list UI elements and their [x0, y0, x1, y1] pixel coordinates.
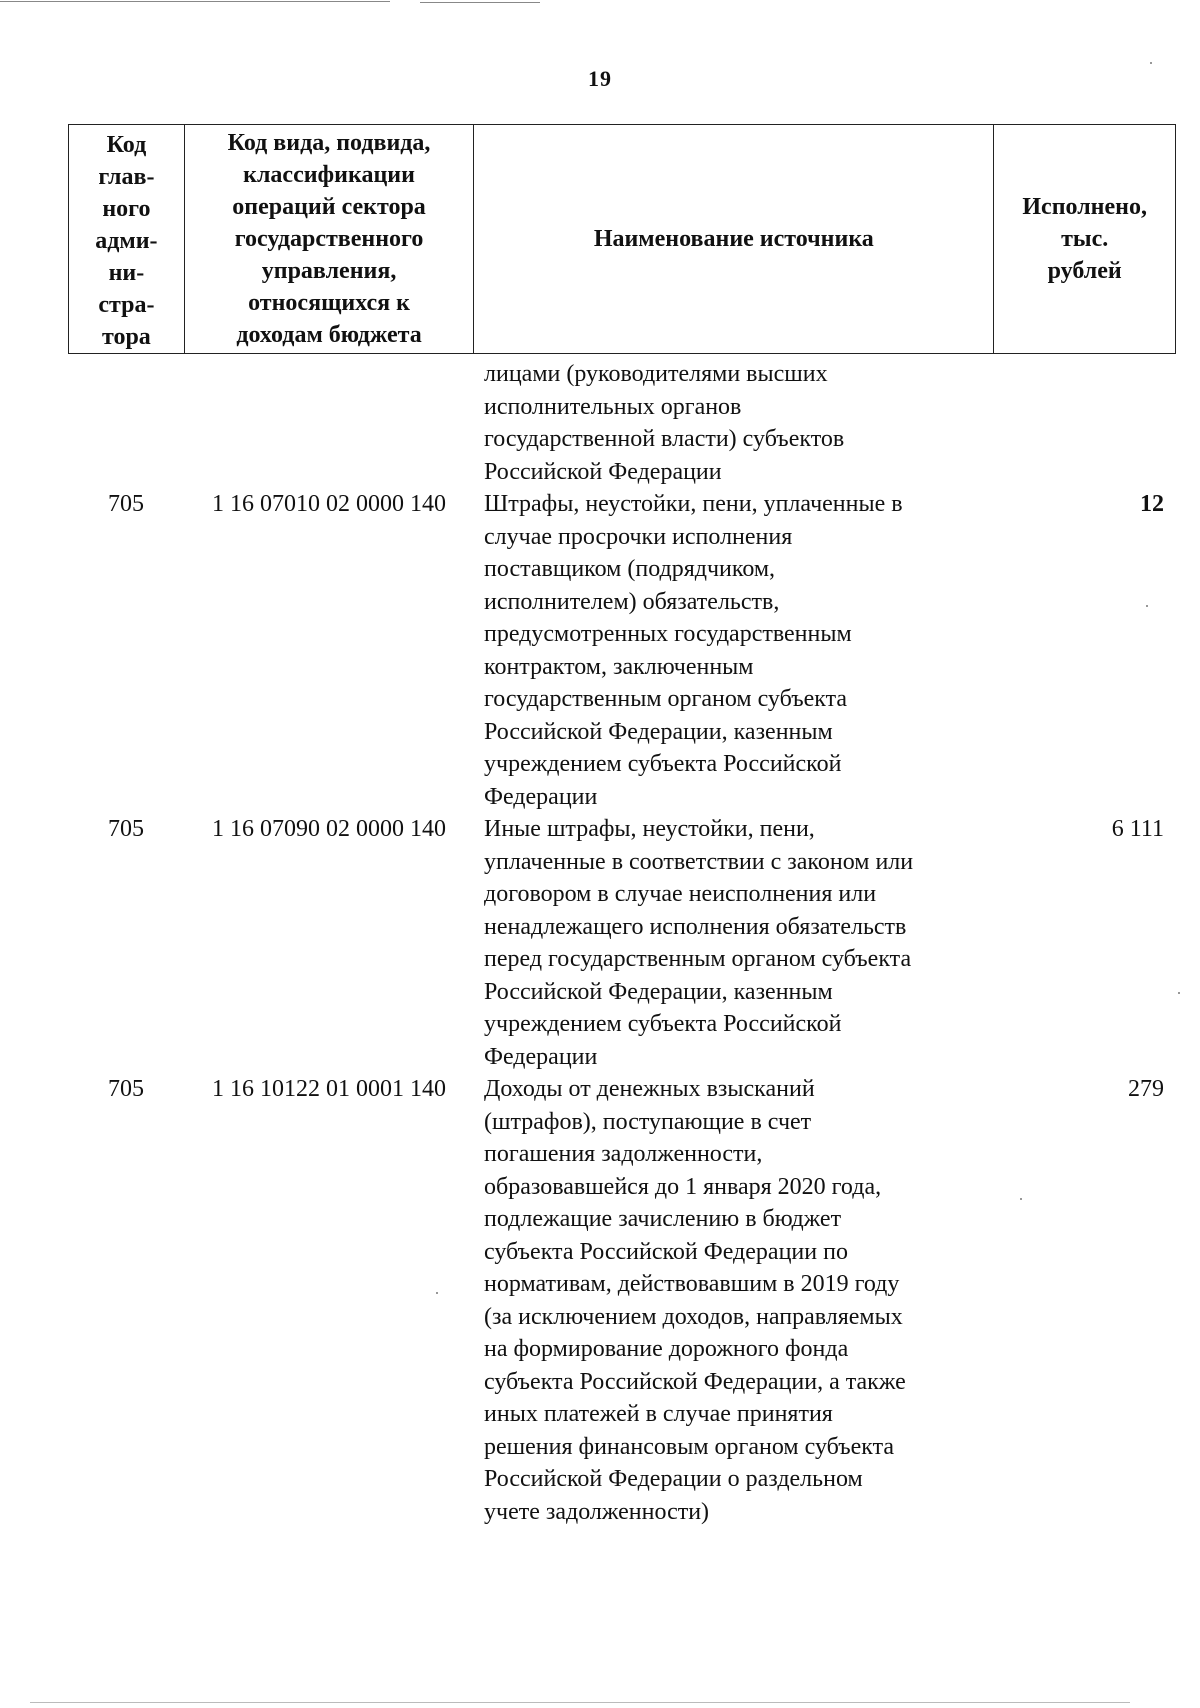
table-body	[68, 358, 1176, 1528]
header-source-name: Наименование источника	[474, 125, 994, 353]
table-header	[68, 124, 1176, 354]
scan-speck	[1150, 62, 1152, 64]
cell-source-name: Штрафы, неустойки, пени, уплаченные в случае просрочки исполнения поставщиком (подрядчиком, исполнителем) обязательств, предусмотренных государственным контрактом, заключенным государственным органом субъекта Российской Федерации, казенным учреждением субъекта Российской Федерации	[484, 491, 903, 810]
cell-source-name: Доходы от денежных взысканий (штрафов), поступающие в счет погашения задолженности, образовавшейся до 1 января 2020 года, подлежащие зачислению в бюджет субъекта Российской Федерации по нормативам, действовавшим в 2019 году (за исключением доходов, направляемых на формирование дорожного фонда субъекта Российской Федерации, а также иных платежей в случае принятия решения финансовым органом субъекта Российской Федерации о раздельном учете задолженности)	[484, 1076, 906, 1525]
cell-executed	[995, 358, 1176, 488]
table-row	[68, 358, 1176, 488]
cell-admin-code: 705	[108, 491, 144, 517]
scan-artifact-top-2	[420, 2, 540, 3]
cell-executed: 12	[1140, 491, 1164, 517]
header-executed: Исполнено, тыс. рублей	[1022, 194, 1147, 284]
cell-executed: 6 111	[1111, 816, 1164, 842]
cell-source-name: лицами (руководителями высших исполнительных органов государственной власти) субъектов Российской Федерации	[484, 361, 845, 485]
table-row	[68, 1073, 1176, 1528]
table-row	[68, 813, 1176, 1073]
cell-admin-code: 705	[108, 816, 144, 842]
cell-type-code: 1 16 10122 01 0001 140	[212, 1076, 446, 1102]
header-admin-code: Код глав- ного адми- ни- стра- тора	[69, 125, 185, 353]
cell-admin-code: 705	[108, 1076, 144, 1102]
cell-admin-code	[68, 358, 184, 488]
cell-type-code: 1 16 07010 02 0000 140	[212, 491, 446, 517]
page-number: 19	[588, 66, 612, 91]
cell-source-name: Иные штрафы, неустойки, пени, уплаченные в соответствии с законом или договором в случае неисполнения или ненадлежащего исполнения обязательств перед государственным органом субъекта Российской Федерации, казенным учреждением субъекта Российской Федерации	[484, 816, 914, 1070]
header-type-code: Код вида, подвида, классификации операций сектора государственного управления, относящихся к доходам бюджета	[185, 125, 474, 353]
cell-type-code: 1 16 07090 02 0000 140	[212, 816, 446, 842]
table-row	[68, 488, 1176, 813]
scan-artifact-bottom	[30, 1702, 1130, 1703]
scan-artifact-top	[0, 1, 390, 2]
cell-type-code	[184, 358, 474, 488]
scan-speck	[1178, 992, 1180, 994]
cell-executed: 279	[1128, 1076, 1164, 1102]
